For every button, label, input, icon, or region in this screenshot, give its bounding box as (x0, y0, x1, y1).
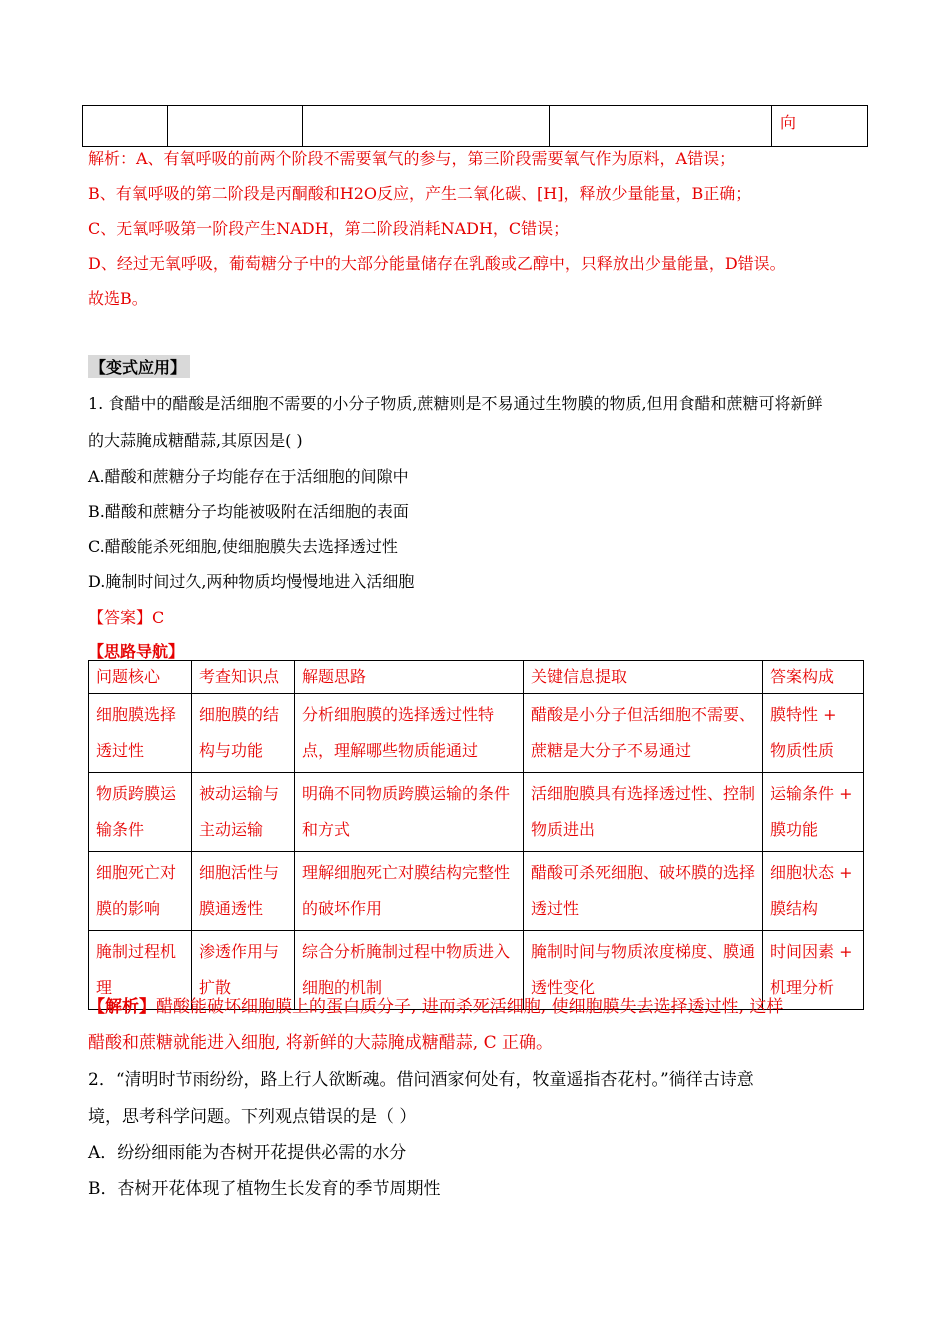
table-row (89, 773, 864, 852)
table-cell: 腌制时间与物质浓度梯度、膜通透性变化 (524, 931, 763, 1010)
table-cell: 腌制过程机理 (89, 931, 192, 1010)
analysis-line: 解析：A、有氧呼吸的前两个阶段不需要氧气的参与，第三阶段需要氧气作为原料，A错误； (88, 149, 736, 168)
header-cell: 解题思路 (295, 661, 524, 694)
table-row (89, 852, 864, 931)
table-cell: 向 (772, 106, 868, 147)
header-cell: 问题核心 (89, 661, 192, 694)
option-b: B．杏树开花体现了植物生长发育的季节周期性 (88, 1179, 441, 1199)
analysis-line: 醋酸和蔗糖就能进入细胞, 将新鲜的大蒜腌成糖醋蒜, C 正确。 (88, 1033, 554, 1053)
question-stem: 2．“清明时节雨纷纷，路上行人欲断魂。借问酒家何处有，牧童遥指杏花村。”徜徉古诗意 (88, 1070, 754, 1090)
table-cell: 时间因素 + 机理分析 (763, 931, 864, 1010)
header-cell: 考查知识点 (192, 661, 295, 694)
answer-line (88, 605, 164, 628)
option-c: C.醋酸能杀死细胞,使细胞膜失去选择透过性 (88, 537, 398, 556)
table-cell: 活细胞膜具有选择透过性、控制物质进出 (524, 773, 763, 852)
table-cell: 细胞状态 + 膜结构 (763, 852, 864, 931)
table-cell (168, 106, 303, 147)
table-cell: 细胞活性与膜通透性 (192, 852, 295, 931)
table-cell (550, 106, 772, 147)
table-cell: 明确不同物质跨膜运输的条件和方式 (295, 773, 524, 852)
table-cell (303, 106, 550, 147)
header-cell: 关键信息提取 (524, 661, 763, 694)
section-title: 【变式应用】 (88, 355, 190, 378)
table-row (83, 106, 868, 147)
table-cell (83, 106, 168, 147)
table-cell: 综合分析腌制过程中物质进入细胞的机制 (295, 931, 524, 1010)
analysis-label: 【解析】 (88, 997, 156, 1017)
table-header-row (89, 661, 864, 694)
analysis-text: 醋酸能破坏细胞膜上的蛋白质分子, 进而杀死活细胞, 使细胞膜失去选择透过性, 这样 (156, 997, 784, 1017)
table-cell: 被动运输与主动运输 (192, 773, 295, 852)
table-cell: 醋酸是小分子但活细胞不需要、蔗糖是大分子不易通过 (524, 694, 763, 773)
question-stem: 境，思考科学问题。下列观点错误的是（ ） (88, 1107, 417, 1127)
analysis-line (88, 992, 783, 1017)
table-cell: 物质跨膜运输条件 (89, 773, 192, 852)
table-row (89, 694, 864, 773)
analysis-line: B、有氧呼吸的第二阶段是丙酮酸和H2O反应，产生二氧化碳、[H]，释放少量能量，B正确； (88, 184, 752, 203)
table-cell: 膜特性 + 物质性质 (763, 694, 864, 773)
table-cell: 醋酸可杀死细胞、破坏膜的选择透过性 (524, 852, 763, 931)
continued-table (82, 105, 868, 147)
analysis-line: 故选B。 (88, 289, 148, 308)
header-cell: 答案构成 (763, 661, 864, 694)
table-cell: 渗透作用与扩散 (192, 931, 295, 1010)
analysis-line: C、无氧呼吸第一阶段产生NADH，第二阶段消耗NADH，C错误； (88, 219, 570, 238)
table-cell: 理解细胞死亡对膜结构完整性的破坏作用 (295, 852, 524, 931)
answer-value: C (152, 608, 165, 627)
option-b: B.醋酸和蔗糖分子均能被吸附在活细胞的表面 (88, 502, 409, 521)
option-a: A．纷纷细雨能为杏树开花提供必需的水分 (88, 1143, 407, 1163)
guide-table (88, 660, 864, 1010)
table-cell: 细胞死亡对膜的影响 (89, 852, 192, 931)
guide-title: 【思路导航】 (88, 642, 185, 661)
table-cell: 分析细胞膜的选择透过性特点，理解哪些物质能通过 (295, 694, 524, 773)
answer-label: 【答案】 (88, 608, 153, 627)
option-d: D.腌制时间过久,两种物质均慢慢地进入活细胞 (88, 572, 415, 591)
question-stem: 1. 食醋中的醋酸是活细胞不需要的小分子物质,蔗糖则是不易通过生物膜的物质,但用食醋和蔗糖可将新鲜 (88, 394, 823, 413)
analysis-line: D、经过无氧呼吸，葡萄糖分子中的大部分能量储存在乳酸或乙醇中，只释放出少量能量，D错误。 (88, 254, 786, 273)
option-a: A.醋酸和蔗糖分子均能存在于活细胞的间隙中 (88, 467, 409, 486)
table-cell: 细胞膜的结构与功能 (192, 694, 295, 773)
table-cell: 细胞膜选择透过性 (89, 694, 192, 773)
question-stem: 的大蒜腌成糖醋蒜,其原因是( ) (88, 431, 303, 450)
table-cell: 运输条件 + 膜功能 (763, 773, 864, 852)
